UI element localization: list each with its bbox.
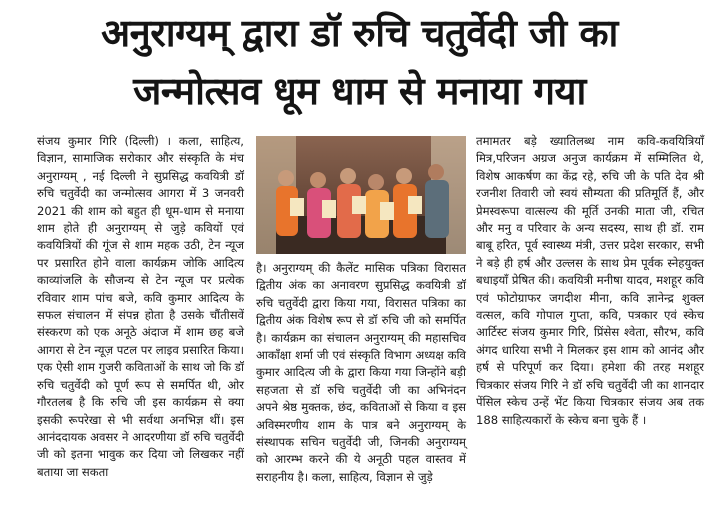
article-text: है। अनुराग्यम् की कैलेंट मासिक पत्रिका विरासत द्वितीय अंक का अनावरण सुप्रसिद्ध कवयित्री डॉ रुचि चतुर्वेदी द्वारा किया गया, विरासत पत्रिका का द्वितीय अंक विशेष रूप से डॉ रुचि जी को समर्पित है। कार्यक्रम का संचालन अनुराग्यम् की महासचिव आकाँक्षा शर्मा जी एवं संस्कृति विभाग अध्यक्ष कवि कुमार आदित्य जी के द्वारा किया गया जिन्होंने बड़ी सहजता से डॉ रुचि चतुर्वेदी जी का अभिनंदन अपने श्रेष्ठ मुक्तक, छंद, कविताओं से किया व इस अविस्मरणीय शाम के पात्र बने अनुराग्यम् के संस्थापक सचिन चतुर्वेदी जी, जिनकी अनुराग्यम् को आरम्भ करने की ये अनूठी पहल वास्तव में सराहनीय है। कला, साहित्य, विज्ञान से जुड़े: [256, 261, 466, 484]
group-photo: [256, 136, 466, 254]
article-text: संजय कुमार गिरि (दिल्ली) । कला, साहित्य, विज्ञान, सामाजिक सरोकार और संस्कृति के मंच अनुराग्यम् , नई दिल्ली ने सुप्रसिद्ध कवयित्री डॉ रुचि चतुर्वेदी का जन्मोत्सव आगरा में 3 जनवरी 2021 की शाम को बहुत ही धूम-धाम से मनाया शाम होते ही अनुराग्यम् से जुड़े कवियों एवं कवयित्रियों की गूंज से शाम महक उठी, टेन न्यूज पर प्रसारित होने वाला कार्यक्रम जोकि आदित्य काव्यांजलि के सौजन्य से टेन न्यूज पर प्रत्येक रविवार शाम पांच बजे, कवि कुमार आदित्य के सफल संचालन में संपन्न होता है उसके चौंतीसवें संस्करण को एक अनूठे अंदाज में शाम छह बजे आगरा से टेन न्यूज़ पटल पर लाइव प्रसारित किया। एक ऐसी शाम गुजरी कविताओं के साथ जो कि डॉ रुचि चतुर्वेदी को पूर्ण रूप से समर्पित थी, ओर गौरतलब है कि रुचि जी इस कार्यक्रम से क्या इसकी रूपरेखा से भी सर्वथा अनभिज्ञ थीं। इस आनंददायक अवसर ने आदरणीया डॉ रुचि चतुर्वेदी जी को इतना भावुक कर दिया जो लिखकर नहीं बताया जा सकता: [37, 134, 244, 479]
article-text: तमामतर बड़े ख्यातिलब्ध नाम कवि-कवयित्रियाँ मित्र,परिजन अग्रज अनुज कार्यक्रम में सम्मिलित थे, विशेष आकर्षण का केंद्र रहे, रुचि जी के पति देव श्री रजनीश तिवारी जो स्वयं सौम्यता की प्रतिमूर्ति हैं, और प्रेमस्वरूपा वात्सल्य की मूर्ति उनकी माता जी, रचित और मनु व परिवार के अन्य सदस्य, साथ ही डॉ. राम बाबू हरित, पूर्व स्वास्थ्य मंत्री, उत्तर प्रदेश सरकार, सभी ने बड़े ही हर्ष और उल्लस के साथ प्रेम पूर्वक स्नेहयुक्त बधाइयाँ प्रेषित की। कवयित्री मनीषा यादव, मशहूर कवि एवं फोटोग्राफर जगदीश मीना, कवि ज्ञानेन्द्र शुक्ल वत्सल, कवि गोपाल गुप्ता, कवि, पत्रकार एवं स्केच आर्टिस्ट संजय कुमार गिरि, प्रिंसेस श्वेता, सौरभ, कवि अंगद धारिया सभी ने मिलकर इस शाम को आनंद और हर्ष से परिपूर्ण कर दिया। हमेशा की तरह मशहूर चित्रकार संजय गिरि ने डॉ रुचि चतुर्वेदी जी का शानदार पेंसिल स्केच उन्हें भेंट किया चित्रकार संजय अब तक 188 साहित्यकारों के स्केच बना चुके हैं ।: [476, 134, 704, 427]
headline-line-1: अनुराग्यम् द्वारा डॉ रुचि चतुर्वेदी जी का: [101, 11, 618, 55]
article-column-1: [37, 133, 244, 481]
headline-line-2: जन्मोत्सव धूम धाम से मनाया गया: [133, 69, 586, 113]
article-column-2: [256, 260, 466, 486]
group-photo-icon: [256, 136, 466, 254]
article-column-3: [476, 133, 704, 429]
